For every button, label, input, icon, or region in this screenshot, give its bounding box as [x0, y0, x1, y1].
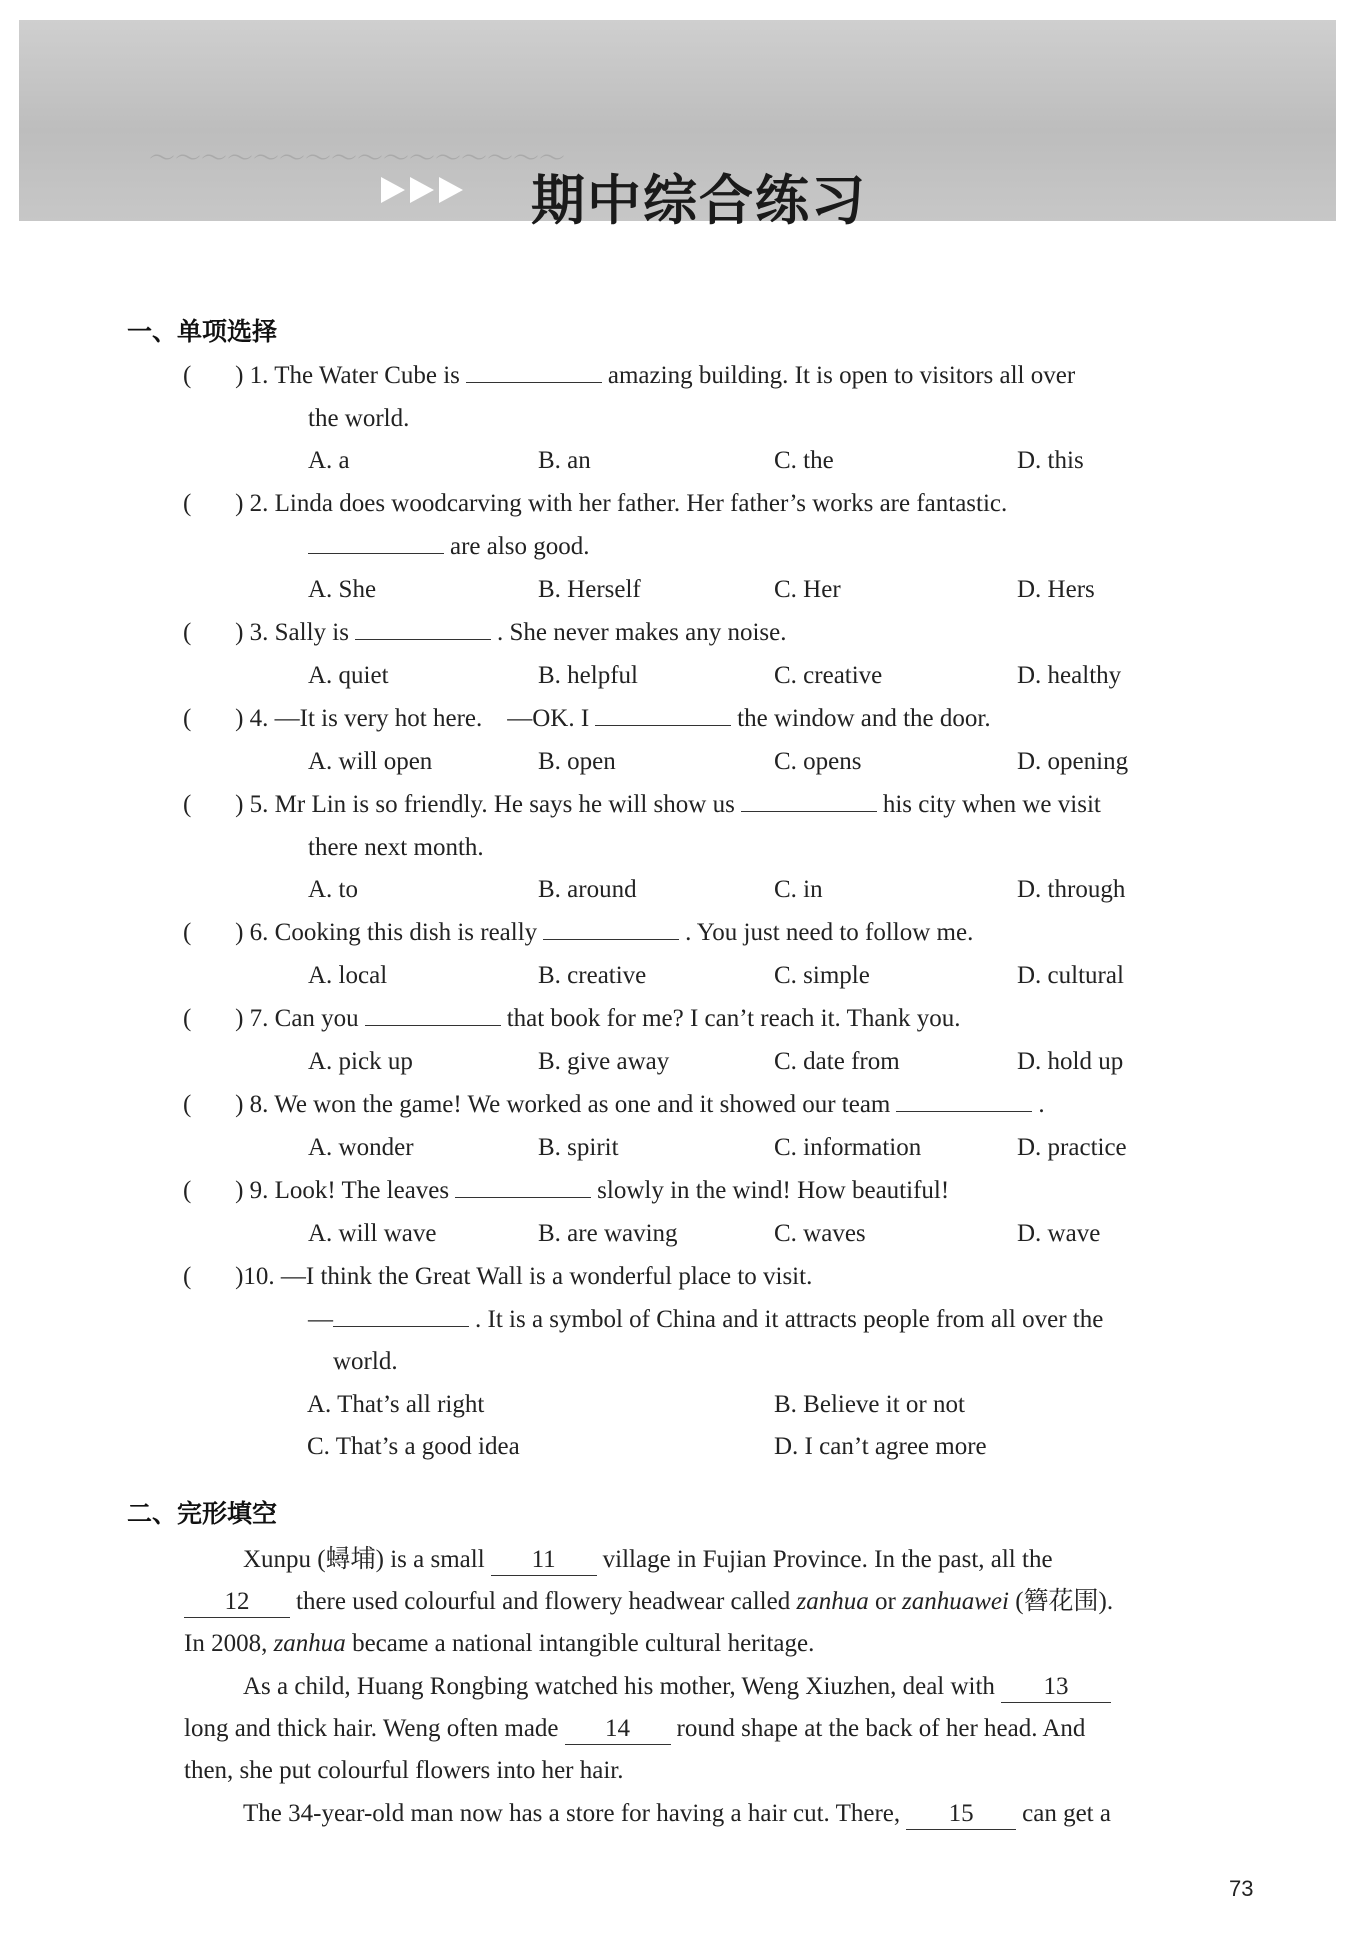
option-c: C. Her — [774, 576, 841, 603]
option-b: B. give away — [538, 1048, 670, 1075]
cloze-blank-15[interactable]: 15 — [906, 1799, 1016, 1830]
question-4: ( ) 4. —It is very hot here. —OK. I the window and the door. — [183, 705, 991, 732]
answer-blank[interactable] — [308, 531, 444, 554]
option-c: C. That’s a good idea — [307, 1433, 520, 1460]
answer-blank[interactable] — [365, 1003, 501, 1026]
option-c: C. waves — [774, 1220, 866, 1247]
cloze-blank-11[interactable]: 11 — [491, 1545, 597, 1576]
option-d: D. hold up — [1017, 1048, 1124, 1075]
question-10-continued: — . It is a symbol of China and it attracts people from all over the — [308, 1306, 1104, 1333]
page-title: 期中综合练习 — [531, 169, 867, 232]
question-6: ( ) 6. Cooking this dish is really . You just need to follow me. — [183, 919, 974, 946]
option-d: D. practice — [1017, 1134, 1127, 1161]
option-a: A. wonder — [308, 1134, 414, 1161]
question-2-continued: are also good. — [302, 530, 590, 564]
option-a: A. to — [308, 876, 358, 903]
question-5-continued: there next month. — [308, 834, 484, 861]
option-b: B. helpful — [538, 662, 638, 689]
option-a: A. a — [308, 447, 350, 474]
option-c: C. date from — [774, 1048, 900, 1075]
triple-arrow-icon — [381, 160, 493, 220]
section-heading-single-choice: 一、单项选择 — [127, 317, 278, 346]
cloze-blank-14[interactable]: 14 — [565, 1714, 671, 1745]
cloze-blank-13[interactable]: 13 — [1001, 1672, 1111, 1703]
option-c: C. in — [774, 876, 823, 903]
answer-blank[interactable] — [595, 703, 731, 726]
option-d: D. through — [1017, 876, 1126, 903]
chapter-banner — [19, 20, 1336, 232]
option-a: A. will wave — [308, 1220, 437, 1247]
question-10: ( )10. —I think the Great Wall is a wonderful place to visit. — [183, 1263, 813, 1290]
option-a: A. She — [308, 576, 377, 603]
passage-line: then, she put colourful flowers into her hair. — [184, 1757, 624, 1784]
passage-line: 12 there used colourful and flowery headwear called zanhua or zanhuawei (簪花围). — [184, 1585, 1113, 1619]
question-10-continued-2: world. — [333, 1348, 398, 1375]
passage-line: The 34-year-old man now has a store for having a hair cut. There, 15 can get a — [243, 1797, 1111, 1831]
option-a: A. That’s all right — [307, 1391, 485, 1418]
answer-blank[interactable] — [896, 1089, 1032, 1112]
passage-line: In 2008, zanhua became a national intangible cultural heritage. — [184, 1630, 815, 1657]
question-1: ( ) 1. The Water Cube is amazing building. It is open to visitors all over — [183, 362, 1076, 389]
option-b: B. an — [538, 447, 591, 474]
answer-blank[interactable] — [741, 789, 877, 812]
question-2: ( ) 2. Linda does woodcarving with her father. Her father’s works are fantastic. — [183, 490, 1008, 517]
answer-blank[interactable] — [455, 1175, 591, 1198]
page-number: 73 — [1229, 1876, 1254, 1901]
option-a: A. pick up — [308, 1048, 413, 1075]
option-c: C. information — [774, 1134, 922, 1161]
option-d: D. opening — [1017, 748, 1129, 775]
option-c: C. the — [774, 447, 834, 474]
cloze-blank-12[interactable]: 12 — [184, 1587, 290, 1618]
question-7: ( ) 7. Can you that book for me? I can’t reach it. Thank you. — [183, 1005, 961, 1032]
option-c: C. creative — [774, 662, 883, 689]
option-d: D. this — [1017, 447, 1084, 474]
option-b: B. spirit — [538, 1134, 619, 1161]
answer-blank[interactable] — [355, 617, 491, 640]
question-9: ( ) 9. Look! The leaves slowly in the wind! How beautiful! — [183, 1177, 950, 1204]
option-b: B. Herself — [538, 576, 641, 603]
option-d: D. wave — [1017, 1220, 1101, 1247]
option-d: D. cultural — [1017, 962, 1124, 989]
passage-line: long and thick hair. Weng often made 14 round shape at the back of her head. And — [184, 1712, 1085, 1746]
question-8: ( ) 8. We won the game! We worked as one and it showed our team . — [183, 1091, 1045, 1118]
passage-line: As a child, Huang Rongbing watched his mother, Weng Xiuzhen, deal with 13 — [243, 1670, 1117, 1704]
answer-blank[interactable] — [543, 917, 679, 940]
option-b: B. Believe it or not — [774, 1391, 965, 1418]
question-3: ( ) 3. Sally is . She never makes any noise. — [183, 619, 787, 646]
option-d: D. Hers — [1017, 576, 1095, 603]
background-texture: ～～～～～～～～～～～～～～～～ — [149, 144, 566, 173]
answer-blank[interactable] — [333, 1304, 469, 1327]
question-1-continued: the world. — [308, 405, 410, 432]
option-b: B. open — [538, 748, 616, 775]
option-c: C. simple — [774, 962, 870, 989]
option-d: D. healthy — [1017, 662, 1122, 689]
option-a: A. local — [308, 962, 388, 989]
question-5: ( ) 5. Mr Lin is so friendly. He says he will show us his city when we visit — [183, 791, 1101, 818]
answer-blank[interactable] — [466, 360, 602, 383]
option-a: A. quiet — [308, 662, 389, 689]
option-d: D. I can’t agree more — [774, 1433, 987, 1460]
option-b: B. are waving — [538, 1220, 678, 1247]
option-b: B. creative — [538, 962, 647, 989]
section-heading-cloze: 二、完形填空 — [127, 1499, 278, 1528]
option-a: A. will open — [308, 748, 433, 775]
passage-line: Xunpu (蟳埔) is a small 11 village in Fujian Province. In the past, all the — [243, 1543, 1053, 1577]
option-c: C. opens — [774, 748, 862, 775]
option-b: B. around — [538, 876, 637, 903]
